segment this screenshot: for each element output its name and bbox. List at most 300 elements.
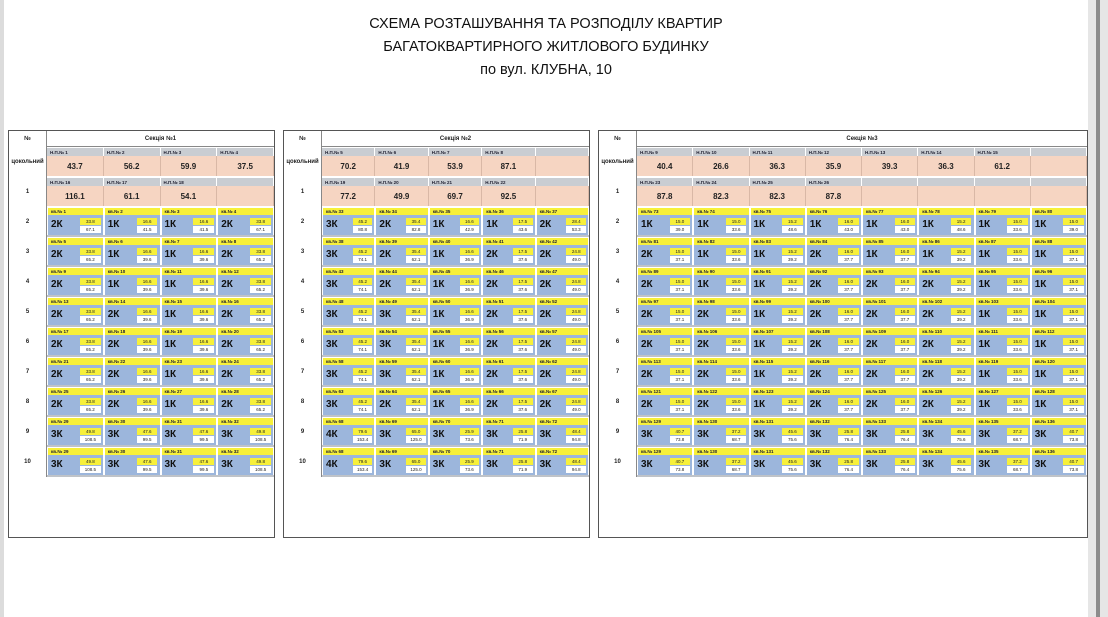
living-area: 16.6: [460, 398, 480, 405]
apartment-cell[interactable]: [694, 335, 748, 355]
apartment-cell[interactable]: [751, 425, 805, 445]
apartment-number: кв.№ 107: [751, 328, 805, 335]
apartment-cell[interactable]: [1032, 365, 1086, 385]
apartment-number: кв.№ 31: [162, 418, 217, 425]
apartment-cell[interactable]: [638, 455, 692, 475]
apartment-cell[interactable]: [863, 425, 917, 445]
section-table: [598, 130, 1088, 538]
apartment-rooms: 2К: [221, 309, 233, 320]
apartment-number: кв.№ 94: [919, 268, 973, 275]
apartment-cell[interactable]: [376, 365, 427, 385]
vertical-scrollbar[interactable]: [1088, 0, 1108, 617]
living-area: 33.8: [250, 248, 271, 255]
apartment-cell[interactable]: [376, 305, 427, 325]
living-area: 16.6: [460, 338, 480, 345]
apartment-cell[interactable]: [323, 395, 374, 415]
apartment-cell[interactable]: [162, 245, 217, 265]
apartment-cell[interactable]: [863, 365, 917, 385]
apartment-cell[interactable]: [638, 245, 692, 265]
apartment-rooms: 3К: [326, 399, 338, 410]
total-area: 62.1: [406, 376, 426, 383]
living-area: 15.2: [951, 338, 972, 345]
apartment-cell[interactable]: [218, 365, 273, 385]
apartment-cell[interactable]: [694, 215, 748, 235]
apartment-cell[interactable]: [376, 245, 427, 265]
apartment-cell[interactable]: [48, 275, 103, 295]
apartment-cell[interactable]: [376, 455, 427, 475]
apartment-cell[interactable]: [751, 305, 805, 325]
apartment-cell[interactable]: [694, 245, 748, 265]
apartment-cell[interactable]: [537, 335, 588, 355]
apartment-number: кв.№ 77: [863, 208, 917, 215]
total-area: 108.5: [80, 466, 101, 473]
apartment-cell[interactable]: [537, 215, 588, 235]
apartment-rooms: 2К: [922, 399, 934, 410]
living-area: 16.6: [460, 218, 480, 225]
commercial-unit-area: 37.5: [217, 156, 274, 176]
apartment-rooms: 1К: [978, 309, 991, 320]
commercial-unit-label: Н.П.№ 9: [637, 148, 692, 156]
apartment-number: кв.№ 29: [48, 418, 103, 425]
apartment-rooms: 1К: [866, 249, 878, 260]
floor-separator: [322, 295, 589, 297]
apartment-cell[interactable]: [694, 455, 748, 475]
apartment-cell[interactable]: [1032, 275, 1086, 295]
apartment-cell[interactable]: [537, 365, 588, 385]
apartment-cell[interactable]: [483, 335, 534, 355]
apartment-cell[interactable]: [376, 215, 427, 235]
apartment-rooms: 1К: [164, 249, 177, 260]
apartment-number: кв.№ 136: [1032, 448, 1086, 455]
apartment-number: кв.№ 135: [976, 448, 1030, 455]
apartment-cell[interactable]: [483, 455, 534, 475]
apartment-cell[interactable]: [483, 305, 534, 325]
total-area: 108.5: [250, 466, 271, 473]
apartment-cell[interactable]: [751, 215, 805, 235]
apartment-cell[interactable]: [218, 245, 273, 265]
total-area: 39.2: [782, 376, 803, 383]
apartment-rooms: 1К: [753, 339, 766, 350]
apartment-cell[interactable]: [807, 215, 861, 235]
apartment-cell[interactable]: [694, 425, 748, 445]
living-area: 45.2: [353, 218, 373, 225]
apartment-rooms: 2К: [486, 249, 498, 260]
apartment-number: кв.№ 99: [751, 298, 805, 305]
apartment-cell[interactable]: [976, 365, 1030, 385]
apartment-number: кв.№ 35: [430, 208, 481, 215]
apartment-cell[interactable]: [919, 275, 973, 295]
apartment-rooms: 3К: [164, 459, 177, 470]
apartment-rooms: 3К: [978, 429, 991, 440]
apartment-cell[interactable]: [218, 395, 273, 415]
apartment-cell[interactable]: [376, 395, 427, 415]
apartment-cell[interactable]: [105, 335, 160, 355]
living-area: 15.0: [670, 308, 691, 315]
apartment-cell[interactable]: [751, 245, 805, 265]
total-area: 36.9: [460, 376, 480, 383]
apartment-rooms: 2К: [641, 309, 653, 320]
apartment-cell[interactable]: [218, 275, 273, 295]
apartment-cell[interactable]: [976, 275, 1030, 295]
apartment-cell[interactable]: [218, 425, 273, 445]
floor-separator: [47, 355, 274, 357]
apartment-cell[interactable]: [483, 215, 534, 235]
living-area: 15.2: [782, 278, 803, 285]
apartment-cell[interactable]: [694, 365, 748, 385]
total-area: 76.4: [895, 466, 916, 473]
living-area: 17.5: [513, 308, 533, 315]
total-area: 49.0: [566, 256, 586, 263]
apartment-cell[interactable]: [162, 335, 217, 355]
apartment-cell[interactable]: [48, 215, 103, 235]
apartment-rooms: 2К: [539, 399, 552, 410]
apartment-cell[interactable]: [48, 425, 103, 445]
apartment-cell[interactable]: [105, 245, 160, 265]
apartment-cell[interactable]: [537, 275, 588, 295]
apartment-rooms: 2К: [809, 309, 822, 320]
apartment-cell[interactable]: [1032, 245, 1086, 265]
apartment-cell[interactable]: [48, 455, 103, 475]
apartment-rooms: 3К: [1034, 459, 1047, 470]
apartment-cell[interactable]: [807, 335, 861, 355]
total-area: 36.9: [460, 286, 480, 293]
apartment-cell[interactable]: [430, 395, 481, 415]
apartment-cell[interactable]: [863, 275, 917, 295]
living-area: 16.6: [193, 308, 214, 315]
living-area: 15.0: [670, 278, 691, 285]
apartment-cell[interactable]: [105, 425, 160, 445]
apartment-cell[interactable]: [1032, 395, 1086, 415]
section-title: Секція №2: [322, 131, 589, 147]
apartment-cell[interactable]: [430, 425, 481, 445]
apartment-cell[interactable]: [430, 245, 481, 265]
apartment-cell[interactable]: [218, 335, 273, 355]
floor-separator: [47, 325, 274, 327]
apartment-rooms: 3К: [221, 429, 233, 440]
apartment-cell[interactable]: [751, 275, 805, 295]
apartment-cell[interactable]: [751, 335, 805, 355]
apartment-cell[interactable]: [863, 335, 917, 355]
apartment-cell[interactable]: [638, 365, 692, 385]
apartment-cell[interactable]: [919, 365, 973, 385]
apartment-number: кв.№ 54: [376, 328, 427, 335]
apartment-cell[interactable]: [919, 245, 973, 265]
apartment-rooms: 1К: [697, 249, 709, 260]
apartment-cell[interactable]: [323, 275, 374, 295]
total-area: 37.1: [1063, 256, 1084, 263]
total-area: 37.7: [838, 316, 859, 323]
apartment-cell[interactable]: [976, 425, 1030, 445]
total-area: 37.1: [1063, 346, 1084, 353]
apartment-cell[interactable]: [863, 395, 917, 415]
apartment-cell[interactable]: [376, 275, 427, 295]
apartment-cell[interactable]: [919, 215, 973, 235]
apartment-rooms: 2К: [809, 279, 822, 290]
apartment-number: кв.№ 123: [751, 388, 805, 395]
apartment-cell[interactable]: [863, 215, 917, 235]
apartment-cell[interactable]: [807, 425, 861, 445]
apartment-cell[interactable]: [162, 275, 217, 295]
apartment-cell[interactable]: [976, 395, 1030, 415]
apartment-cell[interactable]: [323, 215, 374, 235]
total-area: 49.0: [566, 346, 586, 353]
apartment-cell[interactable]: [638, 305, 692, 325]
apartment-cell[interactable]: [1032, 455, 1086, 475]
apartment-rooms: 1К: [1034, 399, 1047, 410]
apartment-cell[interactable]: [694, 305, 748, 325]
apartment-cell[interactable]: [751, 365, 805, 385]
total-area: 68.7: [1007, 466, 1028, 473]
apartment-cell[interactable]: [863, 245, 917, 265]
apartment-cell[interactable]: [218, 215, 273, 235]
apartment-cell[interactable]: [537, 455, 588, 475]
scrollbar-track[interactable]: [1096, 0, 1100, 617]
apartment-cell[interactable]: [976, 305, 1030, 325]
apartment-rooms: 2К: [697, 369, 709, 380]
total-area: 74.1: [353, 376, 373, 383]
apartment-rooms: 1К: [107, 219, 120, 230]
apartment-cell[interactable]: [430, 275, 481, 295]
apartment-cell[interactable]: [807, 305, 861, 325]
apartment-cell[interactable]: [105, 305, 160, 325]
apartment-rooms: 1К: [809, 219, 822, 230]
apartment-cell[interactable]: [48, 245, 103, 265]
living-area: 17.5: [513, 278, 533, 285]
living-area: 35.4: [406, 338, 426, 345]
commercial-unit-area: 35.9: [806, 156, 862, 176]
floor-label: 2: [284, 207, 322, 237]
apartment-cell[interactable]: [1032, 305, 1086, 325]
commercial-unit-area: [536, 156, 589, 176]
total-area: 39.2: [951, 346, 972, 353]
apartment-cell[interactable]: [694, 275, 748, 295]
apartment-rooms: 4К: [326, 429, 338, 440]
apartment-cell[interactable]: [483, 245, 534, 265]
apartment-cell[interactable]: [162, 365, 217, 385]
living-area: 45.2: [353, 398, 373, 405]
total-area: 99.5: [193, 436, 214, 443]
apartment-cell[interactable]: [976, 215, 1030, 235]
floor-separator: [637, 445, 1087, 447]
apartment-cell[interactable]: [162, 215, 217, 235]
apartment-cell[interactable]: [919, 335, 973, 355]
apartment-rooms: 3К: [164, 429, 177, 440]
apartment-rooms: 3К: [809, 459, 822, 470]
apartment-number: кв.№ 57: [537, 328, 588, 335]
apartment-rooms: 2К: [221, 279, 233, 290]
apartment-cell[interactable]: [976, 335, 1030, 355]
apartment-cell[interactable]: [323, 305, 374, 325]
total-area: 73.6: [460, 436, 480, 443]
document-title-line1: СХЕМА РОЗТАШУВАННЯ ТА РОЗПОДІЛУ КВАРТИР: [369, 16, 723, 32]
apartment-number: кв.№ 111: [976, 328, 1030, 335]
apartment-cell[interactable]: [430, 215, 481, 235]
total-area: 108.5: [80, 436, 101, 443]
living-area: 25.8: [838, 428, 859, 435]
apartment-cell[interactable]: [483, 425, 534, 445]
living-area: 45.2: [353, 248, 373, 255]
living-area: 15.0: [726, 278, 747, 285]
apartment-cell[interactable]: [48, 305, 103, 325]
total-area: 65.2: [250, 346, 271, 353]
apartment-cell[interactable]: [162, 395, 217, 415]
apartment-number: кв.№ 116: [807, 358, 861, 365]
apartment-cell[interactable]: [751, 395, 805, 415]
floor-label: 1: [599, 177, 637, 207]
total-area: 49.0: [566, 406, 586, 413]
apartment-number: кв.№ 36: [483, 208, 534, 215]
apartment-number: кв.№ 17: [48, 328, 103, 335]
apartment-rooms: 3К: [379, 429, 392, 440]
apartment-cell[interactable]: [162, 425, 217, 445]
apartment-number: кв.№ 112: [1032, 328, 1086, 335]
apartment-cell[interactable]: [430, 335, 481, 355]
apartment-cell[interactable]: [483, 275, 534, 295]
apartment-number: кв.№ 113: [638, 358, 692, 365]
apartment-cell[interactable]: [537, 425, 588, 445]
apartment-cell[interactable]: [430, 305, 481, 325]
apartment-number: кв.№ 37: [537, 208, 588, 215]
total-area: 33.6: [726, 406, 747, 413]
apartment-cell[interactable]: [919, 425, 973, 445]
apartment-cell[interactable]: [376, 425, 427, 445]
apartment-number: кв.№ 32: [218, 448, 273, 455]
apartment-number: кв.№ 102: [919, 298, 973, 305]
commercial-unit-area: 82.3: [693, 186, 749, 206]
apartment-cell[interactable]: [807, 395, 861, 415]
living-area: 24.8: [566, 338, 586, 345]
living-area: 45.6: [951, 428, 972, 435]
total-area: 37.6: [513, 316, 533, 323]
apartment-cell[interactable]: [919, 455, 973, 475]
apartment-number: кв.№ 4: [218, 208, 273, 215]
apartment-cell[interactable]: [638, 425, 692, 445]
apartment-cell[interactable]: [376, 335, 427, 355]
living-area: 33.8: [250, 398, 271, 405]
apartment-cell[interactable]: [323, 455, 374, 475]
living-area: 15.0: [1007, 338, 1028, 345]
apartment-rooms: 1К: [432, 369, 445, 380]
apartment-cell[interactable]: [976, 455, 1030, 475]
apartment-cell[interactable]: [919, 305, 973, 325]
apartment-cell[interactable]: [323, 425, 374, 445]
apartment-number: кв.№ 130: [694, 418, 748, 425]
apartment-cell[interactable]: [807, 365, 861, 385]
floor-separator: [47, 235, 274, 237]
floor-label: 5: [599, 297, 637, 327]
apartment-cell[interactable]: [105, 455, 160, 475]
apartment-cell[interactable]: [48, 395, 103, 415]
living-area: 15.0: [1007, 398, 1028, 405]
apartment-cell[interactable]: [638, 275, 692, 295]
total-area: 37.6: [513, 346, 533, 353]
apartment-cell[interactable]: [105, 395, 160, 415]
living-area: 35.4: [406, 368, 426, 375]
apartment-number: кв.№ 89: [638, 268, 692, 275]
total-area: 36.9: [460, 346, 480, 353]
apartment-rooms: 3К: [486, 459, 498, 470]
total-area: 49.0: [566, 286, 586, 293]
apartment-rooms: 2К: [51, 399, 63, 410]
apartment-cell[interactable]: [537, 305, 588, 325]
apartment-cell[interactable]: [483, 395, 534, 415]
apartment-cell[interactable]: [638, 395, 692, 415]
total-area: 37.7: [838, 286, 859, 293]
apartment-cell[interactable]: [863, 305, 917, 325]
apartment-cell[interactable]: [751, 455, 805, 475]
apartment-cell[interactable]: [919, 395, 973, 415]
apartment-number: кв.№ 124: [807, 388, 861, 395]
apartment-cell[interactable]: [218, 305, 273, 325]
apartment-cell[interactable]: [807, 275, 861, 295]
apartment-rooms: 2К: [922, 369, 934, 380]
apartment-cell[interactable]: [694, 395, 748, 415]
floor-separator: [637, 475, 1087, 477]
apartment-number: кв.№ 105: [638, 328, 692, 335]
apartment-cell[interactable]: [105, 365, 160, 385]
floor-label: 10: [599, 447, 637, 477]
apartment-cell[interactable]: [863, 455, 917, 475]
commercial-unit-label: [862, 178, 917, 186]
apartment-cell[interactable]: [218, 455, 273, 475]
apartment-cell[interactable]: [1032, 335, 1086, 355]
apartment-cell[interactable]: [323, 335, 374, 355]
apartment-cell[interactable]: [323, 245, 374, 265]
apartment-cell[interactable]: [638, 335, 692, 355]
floor-label: 3: [599, 237, 637, 267]
apartment-cell[interactable]: [537, 395, 588, 415]
apartment-cell[interactable]: [807, 245, 861, 265]
living-area: 15.0: [1063, 218, 1084, 225]
total-area: 37.1: [1063, 286, 1084, 293]
apartment-number: кв.№ 11: [162, 268, 217, 275]
commercial-unit-area: 56.2: [104, 156, 161, 176]
apartment-cell[interactable]: [638, 215, 692, 235]
apartment-rooms: 2К: [641, 249, 653, 260]
apartment-cell[interactable]: [430, 365, 481, 385]
apartment-cell[interactable]: [1032, 425, 1086, 445]
apartment-number: кв.№ 72: [537, 448, 588, 455]
apartment-cell[interactable]: [807, 455, 861, 475]
apartment-cell[interactable]: [105, 275, 160, 295]
commercial-unit-label: Н.П.№ 23: [637, 178, 692, 186]
living-area: 45.2: [353, 278, 373, 285]
apartment-cell[interactable]: [162, 305, 217, 325]
apartment-cell[interactable]: [162, 455, 217, 475]
apartment-cell[interactable]: [976, 245, 1030, 265]
total-area: 76.4: [895, 436, 916, 443]
apartment-cell[interactable]: [105, 215, 160, 235]
living-area: 45.2: [353, 368, 373, 375]
living-area: 15.0: [670, 248, 691, 255]
apartment-cell[interactable]: [537, 245, 588, 265]
apartment-number: кв.№ 103: [976, 298, 1030, 305]
apartment-cell[interactable]: [483, 365, 534, 385]
living-area: 33.8: [250, 338, 271, 345]
living-area: 15.2: [782, 308, 803, 315]
apartment-cell[interactable]: [323, 365, 374, 385]
apartment-cell[interactable]: [430, 455, 481, 475]
apartment-cell[interactable]: [48, 365, 103, 385]
commercial-unit-label: Н.П.№ 14: [918, 148, 973, 156]
apartment-rooms: 2К: [809, 339, 822, 350]
apartment-number: кв.№ 31: [162, 448, 217, 455]
living-area: 15.0: [1063, 338, 1084, 345]
floor-label: 6: [599, 327, 637, 357]
apartment-cell[interactable]: [1032, 215, 1086, 235]
apartment-cell[interactable]: [48, 335, 103, 355]
living-area: 25.8: [838, 458, 859, 465]
